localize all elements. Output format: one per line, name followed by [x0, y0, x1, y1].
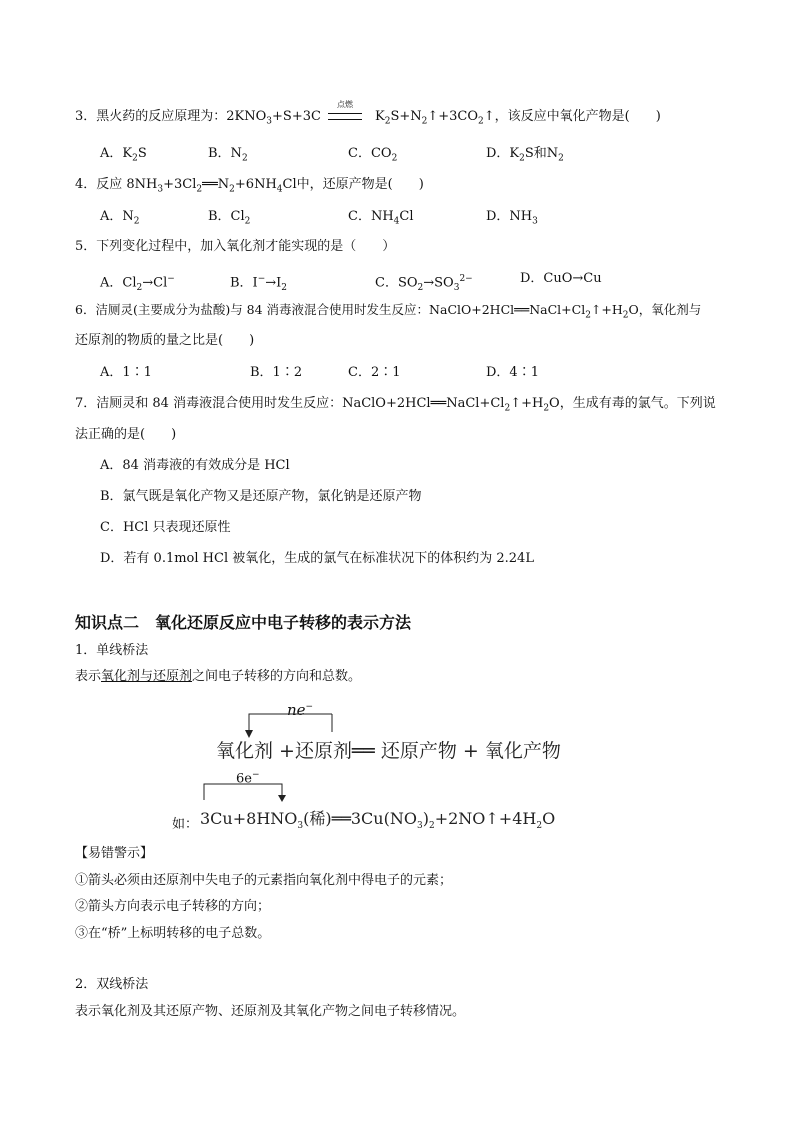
q6-option-d[interactable]: D．4∶1	[486, 365, 539, 380]
q4-option-d[interactable]: D．$NH_3$	[486, 209, 538, 227]
example-bridge-arrow	[200, 782, 290, 808]
q3-equals-sign	[328, 113, 362, 120]
q5-stem: 5．下列变化过程中，加入氧化剂才能实现的是（ ）	[75, 239, 396, 254]
warning-1: ①箭头必须由还原剂中失电子的元素指向氧化剂中得电子的元素；	[75, 873, 453, 888]
warning-title: 【易错警示】	[75, 846, 154, 861]
single-bridge-description: 表示氧化剂与还原剂之间电子转移的方向和总数。	[75, 669, 362, 684]
q4-option-c[interactable]: C．$NH_4Cl$	[348, 209, 414, 227]
q4-stem: 4．反应 $8NH_3+3Cl_2══N_2+6NH_4Cl$中，还原产物是( )	[75, 177, 424, 195]
diagram-electron-label: ne−	[287, 701, 314, 719]
q3-option-a[interactable]: A．$K_2S$	[100, 146, 147, 164]
q3-option-d[interactable]: D．$K_2S$和$N_2$	[486, 146, 564, 164]
q6-option-b[interactable]: B．1∶2	[250, 365, 303, 380]
q5-option-a[interactable]: A．$Cl_2\to Cl^-$	[100, 274, 175, 293]
q6-stem-line2: 还原剂的物质的量之比是( )	[75, 333, 255, 348]
q5-option-c[interactable]: C．$SO_2\to SO_3^{2-}$	[375, 274, 473, 293]
warning-2: ②箭头方向表示电子转移的方向；	[75, 899, 271, 914]
q3-option-b[interactable]: B．$N_2$	[208, 146, 248, 164]
q4-option-b[interactable]: B．$Cl_2$	[208, 209, 251, 227]
q3-condition: 点燃	[337, 100, 353, 109]
q3-option-c[interactable]: C．$CO_2$	[348, 146, 398, 164]
diagram-equation: 氧化剂 +还原剂══ 还原产物 + 氧化产物	[216, 740, 561, 762]
q7-stem-line1: 7．洁厕灵和 84 消毒液混合使用时发生反应：$NaClO+2HCl══NaCl+Cl_2↑+H_2O$，生成有毒的氯气。下列说	[75, 396, 716, 414]
q7-option-b[interactable]: B．氯气既是氧化产物又是还原产物，氯化钠是还原产物	[100, 489, 422, 504]
q5-option-d[interactable]: D．CuO→Cu	[520, 271, 602, 286]
q7-option-d[interactable]: D．若有 0.1mol HCl 被氧化，生成的氯气在标准状况下的体积约为 2.24L	[100, 551, 534, 566]
q5-option-b[interactable]: B．$I^-\to I_2$	[230, 274, 288, 293]
warning-3: ③在“桥”上标明转移的电子总数。	[75, 926, 271, 941]
q6-stem-line1: 6．洁厕灵(主要成分为盐酸)与 84 消毒液混合使用时发生反应：$NaClO+2HCl══NaCl+Cl_2↑+H_2O$，氧化剂与	[75, 302, 702, 321]
section-title: 知识点二 氧化还原反应中电子转移的表示方法	[75, 613, 412, 632]
q7-option-a[interactable]: A．84 消毒液的有效成分是 HCl	[100, 458, 290, 473]
example-electron-label: 6e−	[236, 770, 260, 787]
q3-stem-right: $K_2S+N_2↑+3CO_2↑$，该反应中氧化产物是( )	[375, 109, 661, 127]
q3-stem: 3．黑火药的反应原理为：$2KNO_3+S+3C$	[75, 109, 321, 127]
q4-option-a[interactable]: A．$N_2$	[100, 209, 140, 227]
q6-option-a[interactable]: A．1∶1	[100, 365, 152, 380]
q7-stem-line2: 法正确的是( )	[75, 427, 177, 442]
example-label: 如：	[172, 817, 199, 832]
q7-option-c[interactable]: C．HCl 只表现还原性	[100, 520, 231, 535]
double-bridge-heading: 2．双线桥法	[75, 977, 149, 992]
single-bridge-heading: 1．单线桥法	[75, 643, 149, 658]
example-equation: $3Cu+8HNO_3$(稀)$══3Cu(NO_3)_2+2NO↑+4H_2O$	[200, 809, 556, 832]
double-bridge-description: 表示氧化剂及其还原产物、还原剂及其氧化产物之间电子转移情况。	[75, 1004, 466, 1019]
q6-option-c[interactable]: C．2∶1	[348, 365, 401, 380]
